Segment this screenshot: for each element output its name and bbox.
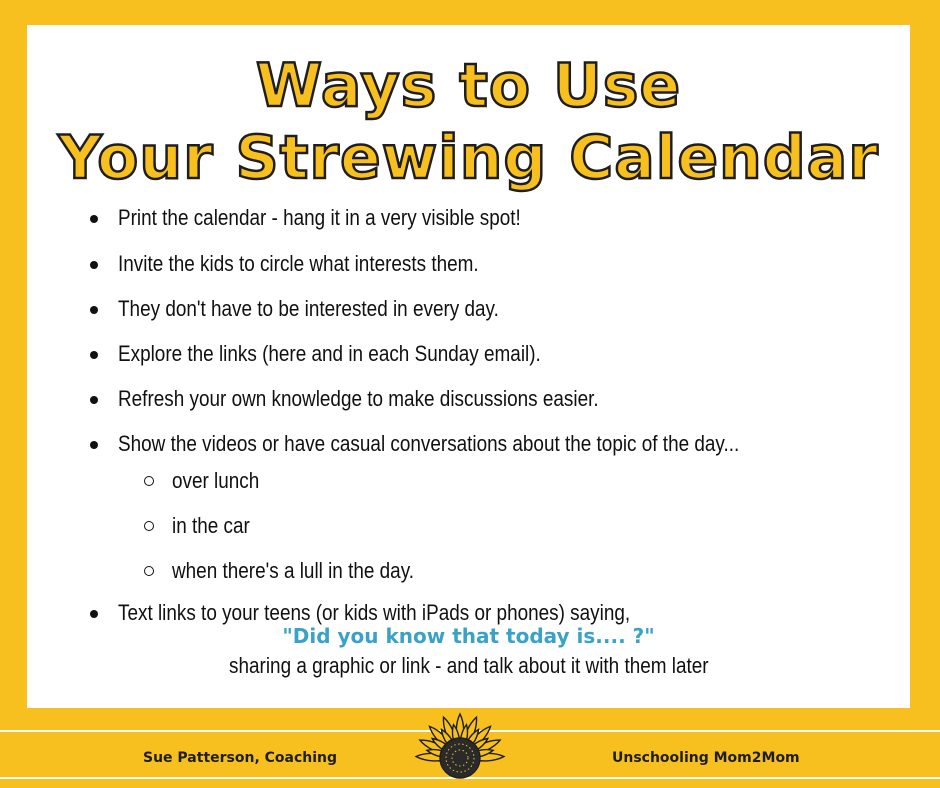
title-line-1: Ways to Use bbox=[255, 51, 682, 121]
bullet-item: They don't have to be interested in every day. bbox=[118, 296, 499, 321]
bullet-dot bbox=[90, 441, 98, 449]
bullet-item: Explore the links (here and in each Sunday email). bbox=[118, 341, 541, 366]
bullet-dot bbox=[90, 610, 98, 618]
bullet-dot bbox=[90, 351, 98, 359]
bullet-dot bbox=[90, 261, 98, 269]
sunflower-icon bbox=[400, 710, 520, 788]
sub-bullet-item: in the car bbox=[172, 513, 250, 538]
bullet-item: Show the videos or have casual conversations about the topic of the day... bbox=[118, 431, 740, 456]
sub-bullet-item: over lunch bbox=[172, 468, 260, 493]
sharing-text bbox=[27, 653, 910, 679]
bullet-list bbox=[27, 25, 910, 708]
quote-text: "Did you know that today is.... ?" bbox=[282, 624, 655, 648]
sub-bullet-circle bbox=[144, 566, 154, 576]
title-line-2: Your Strewing Calendar bbox=[58, 123, 879, 193]
footer bbox=[0, 710, 940, 788]
bullet-item: Refresh your own knowledge to make discussions easier. bbox=[118, 386, 599, 411]
sub-bullet-circle bbox=[144, 521, 154, 531]
sub-bullet-circle bbox=[144, 476, 154, 486]
bullet-item: Print the calendar - hang it in a very visible spot! bbox=[118, 205, 521, 230]
content-card bbox=[27, 25, 910, 708]
bullet-dot bbox=[90, 306, 98, 314]
sub-bullet-item: when there's a lull in the day. bbox=[172, 558, 415, 583]
sharing-label: sharing a graphic or link - and talk about it with them later bbox=[228, 653, 709, 678]
footer-right-text: Unschooling Mom2Mom bbox=[612, 750, 800, 766]
footer-left-text: Sue Patterson, Coaching bbox=[143, 750, 338, 766]
bullet-dot bbox=[90, 396, 98, 404]
bullet-dot bbox=[90, 215, 98, 223]
bullet-item: Invite the kids to circle what interests them. bbox=[118, 251, 479, 276]
bullet-item: Text links to your teens (or kids with iPads or phones) saying, bbox=[118, 600, 631, 625]
